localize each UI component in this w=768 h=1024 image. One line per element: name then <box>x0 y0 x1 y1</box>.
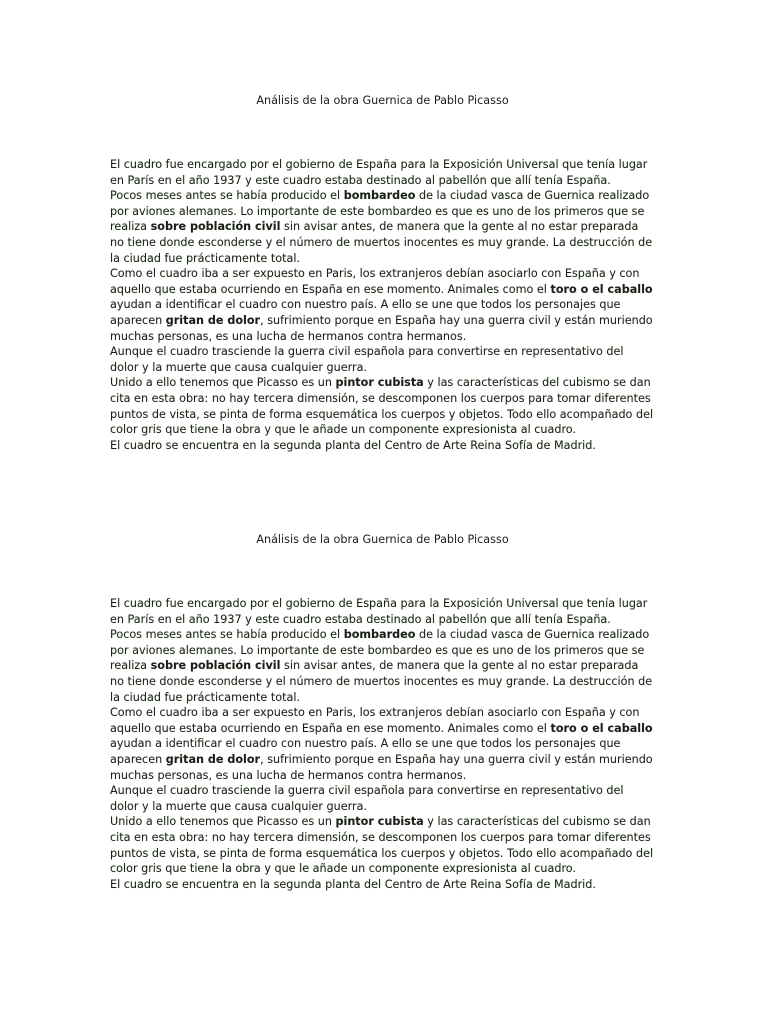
paragraph-location <box>110 877 655 893</box>
text-run: El cuadro fue encargado por el gobierno de España para la Exposición Universal que tenía lugar en París en el año 1937 y este cuadro estaba destinado al pabellón que allí tenía España. <box>110 597 648 626</box>
bold-term: bombardeo <box>343 189 416 203</box>
paragraph-cubism <box>110 375 655 437</box>
text-run: Pocos meses antes se había producido el <box>110 628 344 642</box>
text-run: El cuadro se encuentra en la segunda planta del Centro de Arte Reina Sofía de Madrid. <box>110 438 596 452</box>
bold-term: toro o el caballo <box>550 721 653 735</box>
paragraph-universal <box>110 344 655 375</box>
bold-term: pintor cubista <box>335 815 424 829</box>
document-section-1 <box>110 93 655 453</box>
text-run: El cuadro se encuentra en la segunda planta del Centro de Arte Reina Sofía de Madrid. <box>110 877 596 891</box>
text-run: de la ciudad vasca de Guernica realizado por aviones alemanes. Lo importante de este bombardeo es que es uno de los primeros que se realiza <box>110 628 650 673</box>
paragraph-bombing <box>110 627 655 705</box>
paragraph-location <box>110 438 655 454</box>
text-run: sin avisar antes, de manera que la gente al no estar preparada no tiene donde esconderse y el número de muertos inocentes es muy grande. La destrucción de la ciudad fue prácticamente total. <box>110 659 653 704</box>
bold-term: toro o el caballo <box>550 282 653 296</box>
document-body <box>110 157 655 453</box>
paragraph-bombing <box>110 188 655 266</box>
document-title: Análisis de la obra Guernica de Pablo Picasso <box>256 533 509 546</box>
paragraph-commission <box>110 596 655 627</box>
document-section-2 <box>110 532 655 892</box>
paragraph-universal <box>110 783 655 814</box>
text-run: ayudan a identificar el cuadro con nuestro país. A ello se une que todos los personajes que aparecen <box>110 298 621 327</box>
bold-term: sobre población civil <box>150 220 281 234</box>
bold-term: pintor cubista <box>335 376 424 390</box>
paragraph-cubism <box>110 814 655 876</box>
text-run: Unido a ello tenemos que Picasso es un <box>110 376 336 390</box>
text-run: El cuadro fue encargado por el gobierno de España para la Exposición Universal que tenía lugar en París en el año 1937 y este cuadro estaba destinado al pabellón que allí tenía España. <box>110 158 648 187</box>
text-run: Aunque el cuadro trasciende la guerra civil española para convertirse en representativo del dolor y la muerte que causa cualquier guerra. <box>110 345 624 374</box>
paragraph-commission <box>110 157 655 188</box>
paragraph-symbols <box>110 705 655 783</box>
bold-term: gritan de dolor <box>165 752 261 766</box>
paragraph-symbols <box>110 266 655 344</box>
text-run: Pocos meses antes se había producido el <box>110 189 344 203</box>
text-run: , sufrimiento porque en España hay una guerra civil y están muriendo muchas personas, es una lucha de hermanos contra hermanos. <box>110 752 653 782</box>
text-run: sin avisar antes, de manera que la gente al no estar preparada no tiene donde esconderse y el número de muertos inocentes es muy grande. La destrucción de la ciudad fue prácticamente total. <box>110 220 653 265</box>
text-run: y las características del cubismo se dan cita en esta obra: no hay tercera dimensión, se descomponen los cuerpos para tomar diferentes puntos de vista, se pinta de forma esquemática los cuerpos y objetos. Todo ello acompañado del color gris que tiene la obra y que le añade un componente expresionista al cuadro. <box>110 815 654 876</box>
text-run: Aunque el cuadro trasciende la guerra civil española para convertirse en representativo del dolor y la muerte que causa cualquier guerra. <box>110 784 624 813</box>
bold-term: gritan de dolor <box>165 313 261 327</box>
text-run: Como el cuadro iba a ser expuesto en Paris, los extranjeros debían asociarlo con España y con aquello que estaba ocurriendo en España en ese momento. Animales como el <box>110 267 640 296</box>
bold-term: sobre población civil <box>150 659 281 673</box>
text-run: de la ciudad vasca de Guernica realizado por aviones alemanes. Lo importante de este bombardeo es que es uno de los primeros que se realiza <box>110 189 650 234</box>
text-run: ayudan a identificar el cuadro con nuestro país. A ello se une que todos los personajes que aparecen <box>110 737 621 766</box>
text-run: Como el cuadro iba a ser expuesto en Paris, los extranjeros debían asociarlo con España y con aquello que estaba ocurriendo en España en ese momento. Animales como el <box>110 706 640 735</box>
bold-term: bombardeo <box>343 628 416 642</box>
text-run: Unido a ello tenemos que Picasso es un <box>110 815 336 829</box>
document-body <box>110 596 655 892</box>
text-run: , sufrimiento porque en España hay una guerra civil y están muriendo muchas personas, es una lucha de hermanos contra hermanos. <box>110 313 653 343</box>
text-run: y las características del cubismo se dan cita en esta obra: no hay tercera dimensión, se descomponen los cuerpos para tomar diferentes puntos de vista, se pinta de forma esquemática los cuerpos y objetos. Todo ello acompañado del color gris que tiene la obra y que le añade un componente expresionista al cuadro. <box>110 376 654 437</box>
document-title: Análisis de la obra Guernica de Pablo Picasso <box>256 94 509 107</box>
